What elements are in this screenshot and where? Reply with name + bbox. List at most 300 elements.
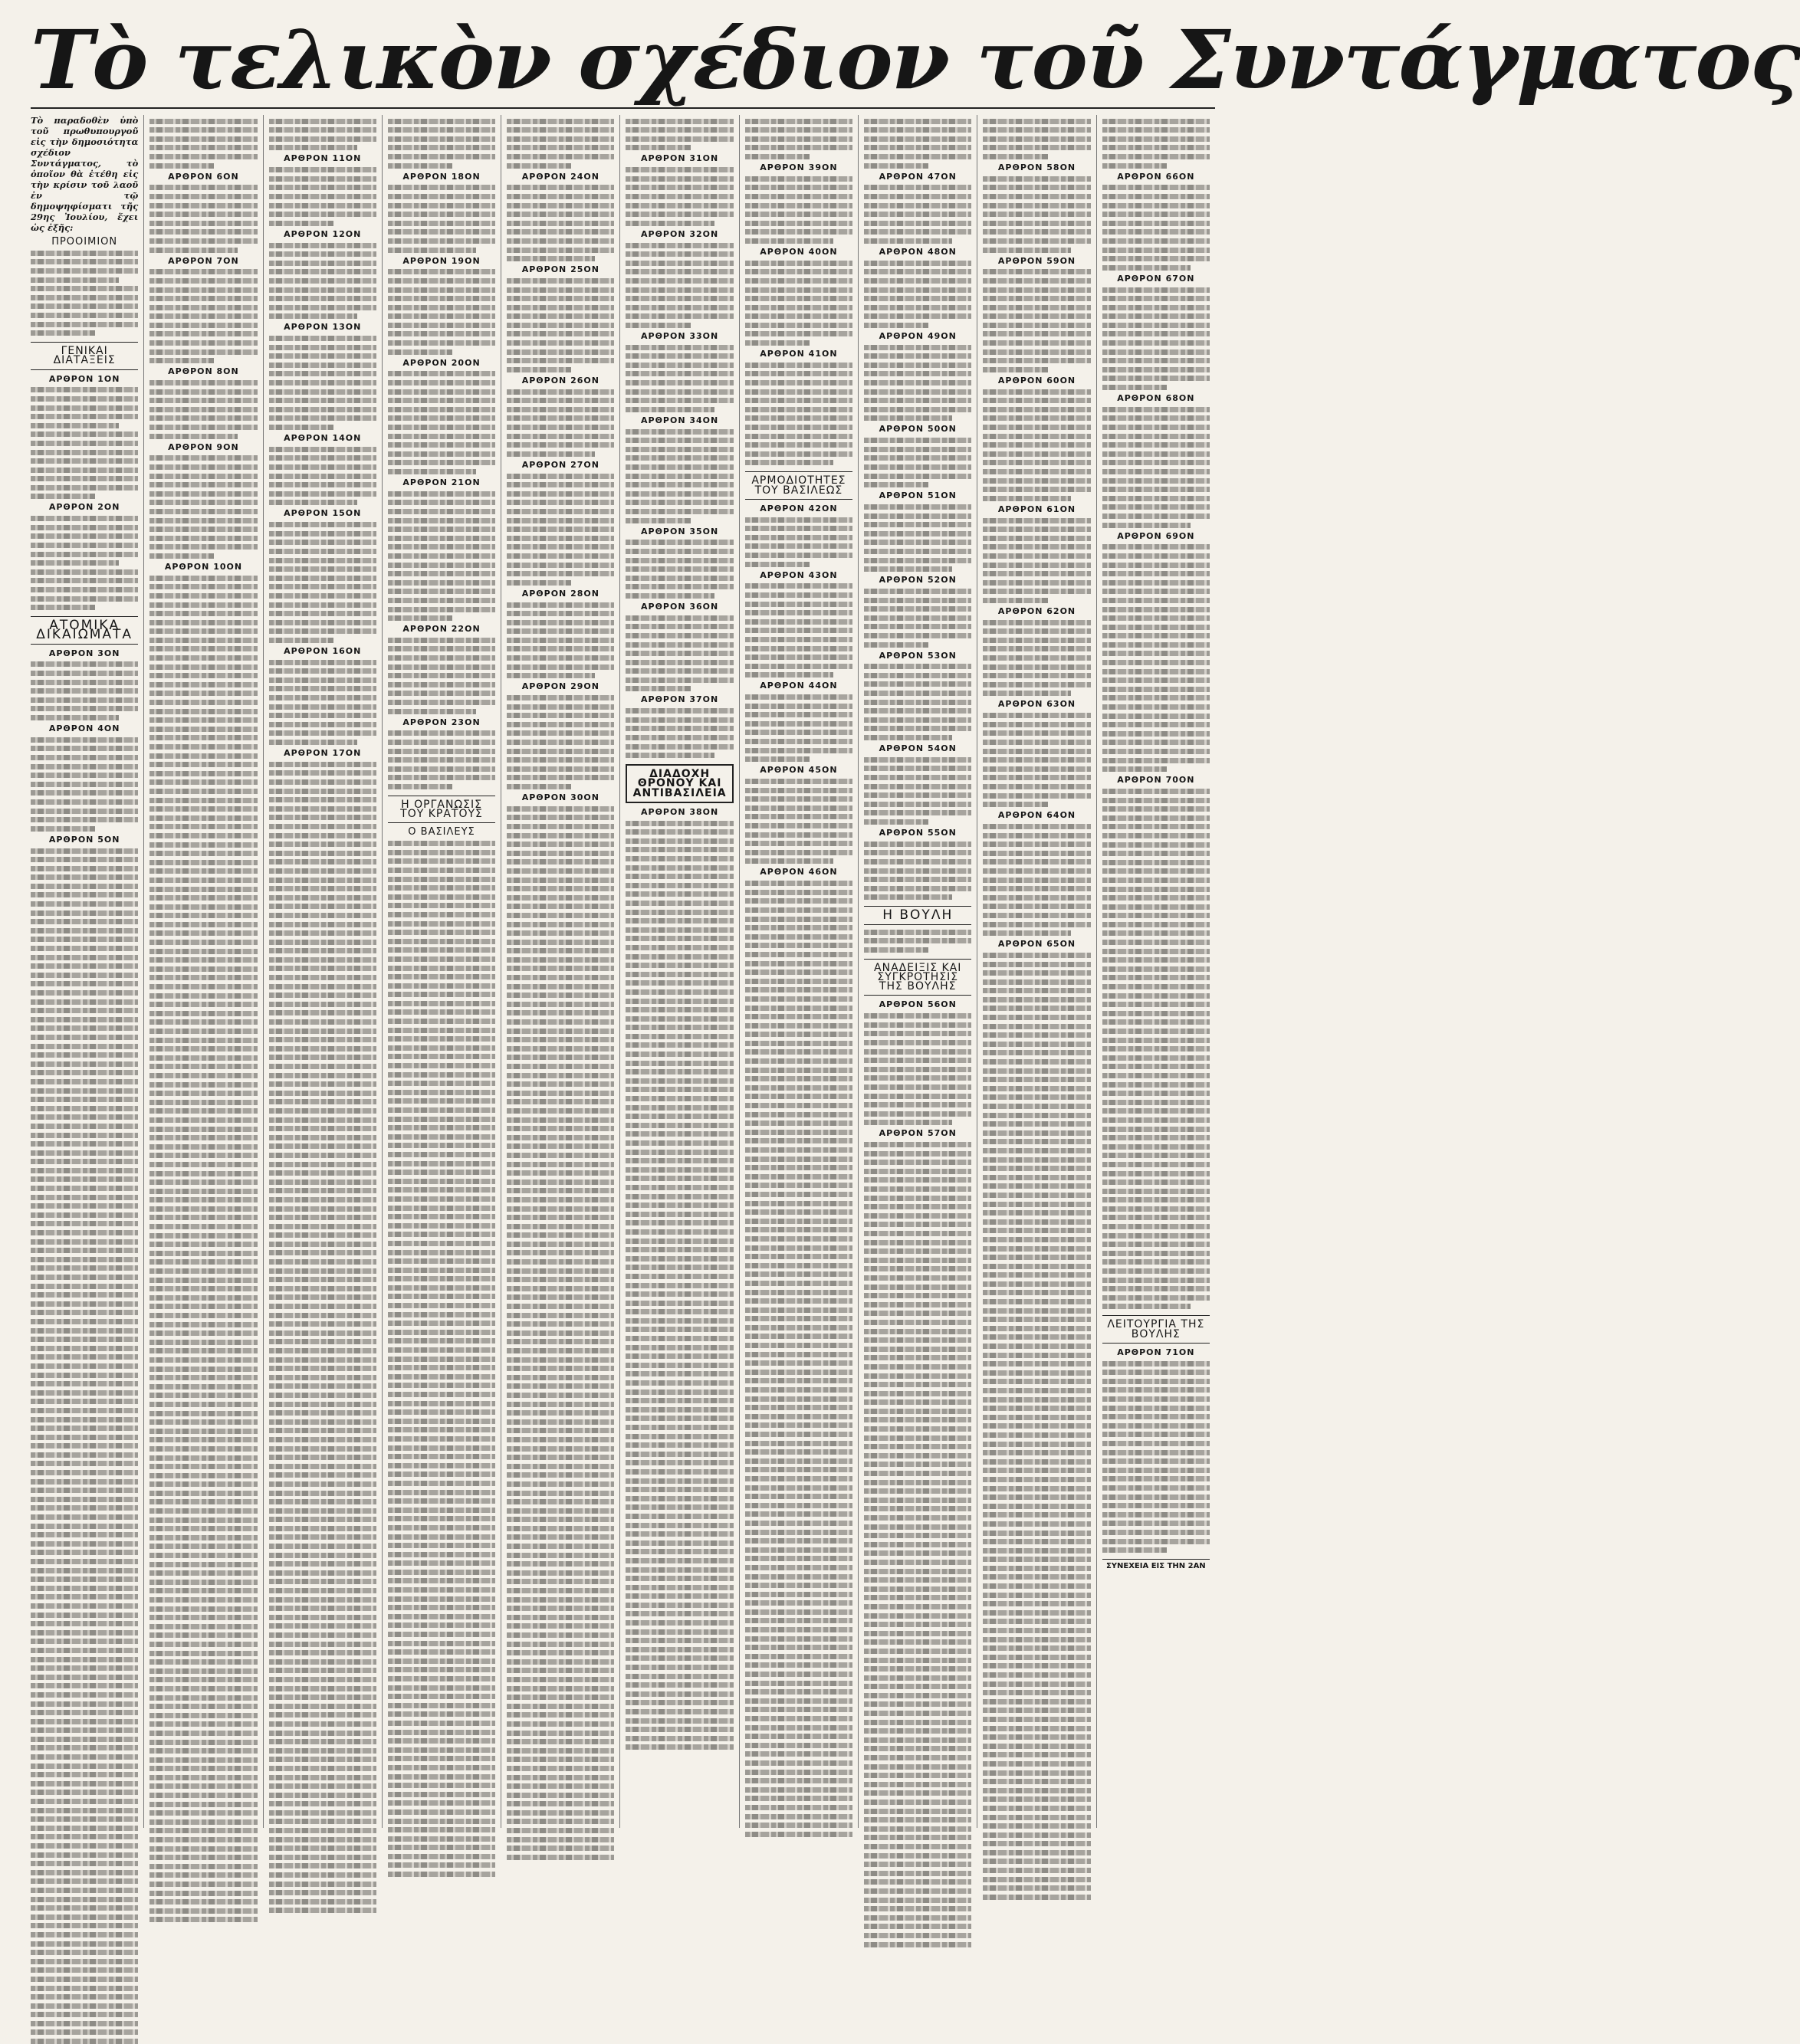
text-line — [745, 1530, 852, 1535]
text-line — [149, 1393, 257, 1398]
text-line — [745, 1600, 852, 1606]
text-line — [269, 957, 376, 963]
text-line — [31, 764, 138, 769]
text-line — [269, 1481, 376, 1487]
text-line — [745, 238, 833, 244]
text-line — [388, 1321, 495, 1326]
text-line — [983, 646, 1090, 651]
text-line — [983, 878, 1090, 883]
text-line — [269, 984, 376, 989]
text-line — [269, 930, 376, 936]
column-2 — [143, 115, 262, 1828]
text-line — [983, 305, 1090, 310]
text-line — [1102, 1019, 1210, 1025]
text-line — [983, 1815, 1090, 1820]
article-heading: ΑΡΘΡΟΝ 50ΟΝ — [879, 424, 957, 435]
text-line — [1102, 1406, 1210, 1411]
text-line — [983, 1521, 1090, 1527]
text-line — [983, 1726, 1090, 1731]
text-line — [507, 1588, 614, 1593]
text-line — [626, 1709, 733, 1714]
article-heading: ΑΡΘΡΟΝ 53ΟΝ — [879, 650, 957, 661]
text-line — [864, 938, 971, 943]
text-line — [626, 1603, 733, 1608]
text-line — [31, 1301, 138, 1307]
text-line — [983, 851, 1090, 856]
text-line — [31, 1284, 138, 1289]
article-heading: ΑΡΘΡΟΝ 37ΟΝ — [641, 694, 719, 705]
text-line — [388, 615, 452, 621]
text-line — [626, 593, 714, 599]
text-line — [1102, 1091, 1210, 1096]
text-line — [626, 1593, 733, 1599]
text-line — [983, 358, 1090, 363]
text-line — [864, 1639, 971, 1645]
text-line — [983, 1326, 1090, 1331]
text-line — [507, 451, 595, 457]
text-line — [388, 398, 495, 403]
text-line — [388, 509, 495, 514]
text-line — [983, 1397, 1090, 1403]
article-heading: ΑΡΘΡΟΝ 14ΟΝ — [284, 433, 362, 444]
text-line — [388, 248, 476, 253]
text-line — [983, 536, 1090, 541]
text-line — [31, 1025, 138, 1031]
text-line — [388, 1072, 495, 1078]
text-line — [388, 203, 495, 208]
text-line — [388, 544, 495, 550]
text-line — [983, 1593, 1090, 1598]
text-line — [31, 1719, 138, 1724]
text-line — [269, 628, 376, 634]
text-line — [149, 1651, 257, 1656]
text-line — [269, 1099, 376, 1104]
text-line — [507, 620, 614, 625]
text-line — [388, 1223, 495, 1229]
text-line — [31, 1443, 138, 1449]
text-line — [1102, 651, 1210, 656]
text-line — [745, 1636, 852, 1642]
text-line — [983, 749, 1090, 754]
text-line — [269, 243, 376, 248]
text-line — [507, 730, 614, 736]
text-line — [626, 686, 690, 691]
text-line — [507, 1402, 614, 1407]
text-line — [31, 1017, 138, 1022]
article-heading: ΑΡΘΡΟΝ 70ΟΝ — [1117, 775, 1195, 786]
text-line — [269, 1304, 376, 1309]
text-line — [864, 1817, 971, 1823]
text-line — [269, 842, 376, 847]
text-line — [31, 826, 95, 832]
article-heading: ΑΡΘΡΟΝ 35ΟΝ — [641, 526, 719, 536]
text-line — [626, 1194, 733, 1199]
text-line — [864, 371, 971, 376]
text-line — [507, 966, 614, 971]
text-line — [745, 1325, 852, 1330]
text-line — [388, 1170, 495, 1175]
text-line — [507, 1632, 614, 1638]
text-line — [507, 1304, 614, 1309]
text-line — [745, 269, 852, 274]
text-line — [745, 1281, 852, 1286]
text-line — [149, 1189, 257, 1194]
text-line — [507, 1642, 614, 1647]
text-line — [31, 423, 119, 428]
text-line — [864, 1266, 971, 1271]
text-line — [745, 898, 852, 904]
text-line — [149, 455, 257, 461]
text-line — [745, 1236, 852, 1242]
text-line — [31, 2029, 138, 2035]
text-line — [745, 1787, 852, 1793]
text-line — [626, 482, 733, 487]
text-line — [507, 775, 614, 780]
text-line — [983, 1539, 1090, 1544]
article-heading: ΑΡΘΡΟΝ 66ΟΝ — [1117, 171, 1195, 182]
text-line — [149, 984, 257, 989]
text-line — [269, 1402, 376, 1407]
text-line — [745, 363, 852, 368]
text-line — [31, 313, 138, 318]
text-line — [269, 797, 376, 802]
text-line — [983, 757, 1090, 763]
text-line — [626, 1363, 733, 1368]
text-line — [1102, 806, 1210, 812]
text-line — [1102, 1539, 1210, 1544]
text-line — [507, 185, 614, 190]
headline: Τὸ τελικὸν σχέδιον τοῦ Συντάγματος — [31, 11, 1800, 107]
text-line — [626, 1655, 733, 1661]
text-line — [31, 1834, 138, 1839]
text-line — [745, 323, 852, 328]
text-line — [388, 1614, 495, 1619]
text-line — [507, 628, 614, 634]
text-line — [745, 1192, 852, 1197]
text-line — [983, 544, 1090, 550]
text-line — [1102, 966, 1210, 972]
text-line — [149, 949, 257, 954]
text-line — [1102, 469, 1210, 474]
text-line — [1102, 442, 1210, 448]
text-line — [983, 469, 1090, 474]
text-line — [626, 918, 733, 924]
text-line — [507, 1366, 614, 1371]
text-line — [745, 425, 852, 430]
text-line — [1102, 1441, 1210, 1446]
article-heading: ΑΡΘΡΟΝ 44ΟΝ — [760, 681, 838, 691]
text-line — [983, 1157, 1090, 1163]
text-line — [388, 442, 495, 448]
text-line — [626, 1665, 733, 1670]
text-line — [149, 1402, 257, 1407]
text-line — [269, 904, 376, 909]
text-line — [864, 1049, 971, 1055]
text-line — [864, 691, 971, 696]
text-line — [31, 330, 95, 336]
text-line — [388, 1338, 495, 1344]
text-line — [626, 1220, 733, 1225]
text-line — [864, 238, 952, 244]
text-line — [31, 1594, 138, 1599]
text-line — [626, 615, 733, 621]
text-line — [149, 323, 257, 328]
text-line — [31, 1745, 138, 1750]
text-line — [507, 323, 614, 328]
text-line — [626, 856, 733, 861]
text-line — [745, 1130, 852, 1135]
text-line — [745, 1112, 852, 1117]
text-line — [149, 1819, 257, 1825]
text-line — [745, 1751, 852, 1757]
text-line — [864, 447, 971, 452]
text-line — [31, 1541, 138, 1547]
text-line — [31, 715, 119, 720]
text-line — [1102, 127, 1210, 133]
text-line — [1102, 580, 1210, 586]
text-line — [388, 974, 495, 979]
text-line — [745, 415, 852, 421]
text-line — [269, 1659, 376, 1665]
text-line — [388, 1427, 495, 1432]
text-line — [864, 1169, 971, 1174]
text-line — [864, 1862, 971, 1867]
text-line — [864, 513, 971, 519]
article-heading: ΑΡΘΡΟΝ 49ΟΝ — [879, 330, 957, 341]
text-line — [626, 243, 733, 248]
text-line — [269, 1579, 376, 1584]
text-line — [1102, 323, 1210, 328]
text-line — [149, 1259, 257, 1265]
text-line — [31, 848, 138, 854]
text-line — [31, 387, 138, 392]
text-line — [626, 1353, 733, 1359]
text-line — [388, 1312, 495, 1317]
text-line — [149, 771, 257, 776]
text-line — [149, 655, 257, 661]
text-line — [149, 1570, 257, 1576]
text-line — [745, 1716, 852, 1721]
text-line — [864, 438, 971, 443]
text-line — [983, 1699, 1090, 1704]
text-line — [149, 1882, 257, 1887]
text-line — [864, 868, 971, 874]
text-line — [149, 815, 257, 821]
text-line — [1102, 860, 1210, 865]
text-line — [983, 913, 1090, 918]
text-line — [269, 1197, 376, 1202]
text-line — [507, 1206, 614, 1212]
text-line — [864, 549, 971, 554]
text-line — [983, 1024, 1090, 1029]
text-line — [388, 1125, 495, 1130]
text-line — [626, 1487, 733, 1492]
text-line — [507, 367, 571, 372]
text-line — [149, 779, 257, 785]
text-line — [507, 527, 614, 532]
text-line — [745, 451, 852, 457]
text-line — [745, 917, 852, 922]
text-line — [626, 1176, 733, 1181]
text-line — [507, 1242, 614, 1247]
text-line — [31, 1727, 138, 1733]
text-line — [31, 999, 138, 1005]
article-heading: ΑΡΘΡΟΝ 52ΟΝ — [879, 575, 957, 586]
text-line — [864, 398, 971, 403]
text-line — [149, 509, 257, 514]
text-line — [31, 1772, 138, 1777]
text-line — [388, 877, 495, 882]
text-line — [983, 415, 1090, 421]
text-line — [745, 1227, 852, 1232]
text-line — [507, 1570, 614, 1576]
text-line — [388, 757, 495, 763]
text-line — [1102, 1485, 1210, 1491]
text-line — [269, 398, 376, 403]
text-line — [983, 868, 1090, 874]
text-line — [626, 865, 733, 871]
text-line — [983, 722, 1090, 727]
text-line — [269, 305, 376, 310]
text-line — [983, 979, 1090, 985]
text-line — [149, 576, 257, 581]
text-line — [745, 313, 852, 319]
text-line — [864, 1942, 971, 1947]
text-line — [626, 429, 733, 435]
text-line — [864, 1426, 971, 1432]
text-line — [149, 389, 257, 395]
text-line — [745, 1014, 852, 1019]
text-line — [983, 1450, 1090, 1455]
text-line — [983, 176, 1090, 182]
text-line — [1102, 940, 1210, 945]
text-line — [745, 380, 852, 386]
text-line — [864, 407, 971, 412]
text-line — [626, 910, 733, 915]
text-line — [626, 185, 733, 190]
text-line — [149, 1606, 257, 1612]
text-line — [745, 145, 852, 150]
text-line — [1102, 451, 1210, 457]
text-line — [31, 1159, 138, 1164]
text-line — [626, 1007, 733, 1012]
text-line — [507, 1446, 614, 1452]
text-line — [626, 1061, 733, 1066]
text-line — [745, 637, 852, 642]
text-line — [388, 212, 495, 217]
text-line — [745, 1157, 852, 1162]
text-line — [31, 1497, 138, 1502]
text-line — [388, 194, 495, 199]
text-line — [626, 1460, 733, 1465]
text-line — [626, 1611, 733, 1616]
text-line — [864, 269, 971, 274]
text-line — [745, 1165, 852, 1170]
text-line — [1102, 296, 1210, 301]
text-line — [983, 1015, 1090, 1020]
text-line — [864, 482, 928, 487]
text-line — [507, 1775, 614, 1780]
text-line — [507, 1579, 614, 1584]
text-line — [507, 1215, 614, 1220]
article-heading: ΑΡΘΡΟΝ 61ΟΝ — [997, 504, 1076, 514]
text-line — [149, 1704, 257, 1709]
text-line — [626, 1407, 733, 1412]
text-line — [31, 1239, 138, 1245]
text-line — [388, 740, 495, 745]
text-line — [269, 1313, 376, 1318]
text-line — [149, 868, 257, 874]
text-line — [864, 1800, 971, 1805]
text-line — [507, 1837, 614, 1842]
text-line — [983, 154, 1047, 159]
text-line — [983, 886, 1090, 891]
text-line — [745, 592, 852, 598]
text-line — [31, 1310, 138, 1315]
text-line — [745, 331, 852, 336]
text-line — [149, 1313, 257, 1318]
section-vasileus: Ο ΒΑΣΙΛΕΥΣ — [408, 826, 475, 838]
text-line — [388, 1383, 495, 1388]
article-heading: ΑΡΘΡΟΝ 17ΟΝ — [284, 748, 362, 759]
text-line — [626, 1647, 733, 1652]
text-line — [507, 1108, 614, 1114]
text-line — [388, 638, 495, 643]
text-line — [745, 305, 852, 310]
text-line — [864, 353, 971, 359]
text-line — [149, 940, 257, 945]
text-line — [31, 1977, 138, 1982]
text-line — [388, 553, 495, 559]
text-line — [507, 287, 614, 293]
text-line — [149, 1713, 257, 1718]
text-line — [1102, 1064, 1210, 1069]
text-line — [864, 287, 971, 293]
text-line — [269, 287, 376, 293]
text-line — [1102, 415, 1210, 421]
text-line — [864, 1213, 971, 1219]
text-line — [864, 735, 952, 740]
text-line — [626, 1380, 733, 1386]
text-line — [626, 1504, 733, 1510]
text-line — [149, 229, 257, 235]
text-line — [626, 954, 733, 960]
text-line — [864, 1577, 971, 1583]
text-line — [31, 1052, 138, 1058]
text-line — [388, 1098, 495, 1104]
article-heading: ΑΡΘΡΟΝ 4ΟΝ — [48, 723, 120, 733]
text-line — [507, 1499, 614, 1504]
text-line — [149, 842, 257, 848]
text-line — [983, 895, 1090, 901]
text-line — [864, 185, 971, 190]
text-line — [626, 1114, 733, 1119]
text-line — [388, 894, 495, 900]
text-line — [626, 518, 690, 523]
text-line — [864, 380, 971, 386]
text-line — [1102, 1206, 1210, 1212]
text-line — [626, 1744, 733, 1750]
text-line — [1102, 287, 1210, 293]
text-line — [507, 1002, 614, 1007]
text-line — [269, 1419, 376, 1425]
text-line — [388, 296, 495, 301]
text-line — [388, 451, 495, 457]
text-line — [31, 817, 138, 822]
text-line — [864, 633, 971, 638]
text-line — [864, 1337, 971, 1343]
text-line — [388, 1374, 495, 1380]
